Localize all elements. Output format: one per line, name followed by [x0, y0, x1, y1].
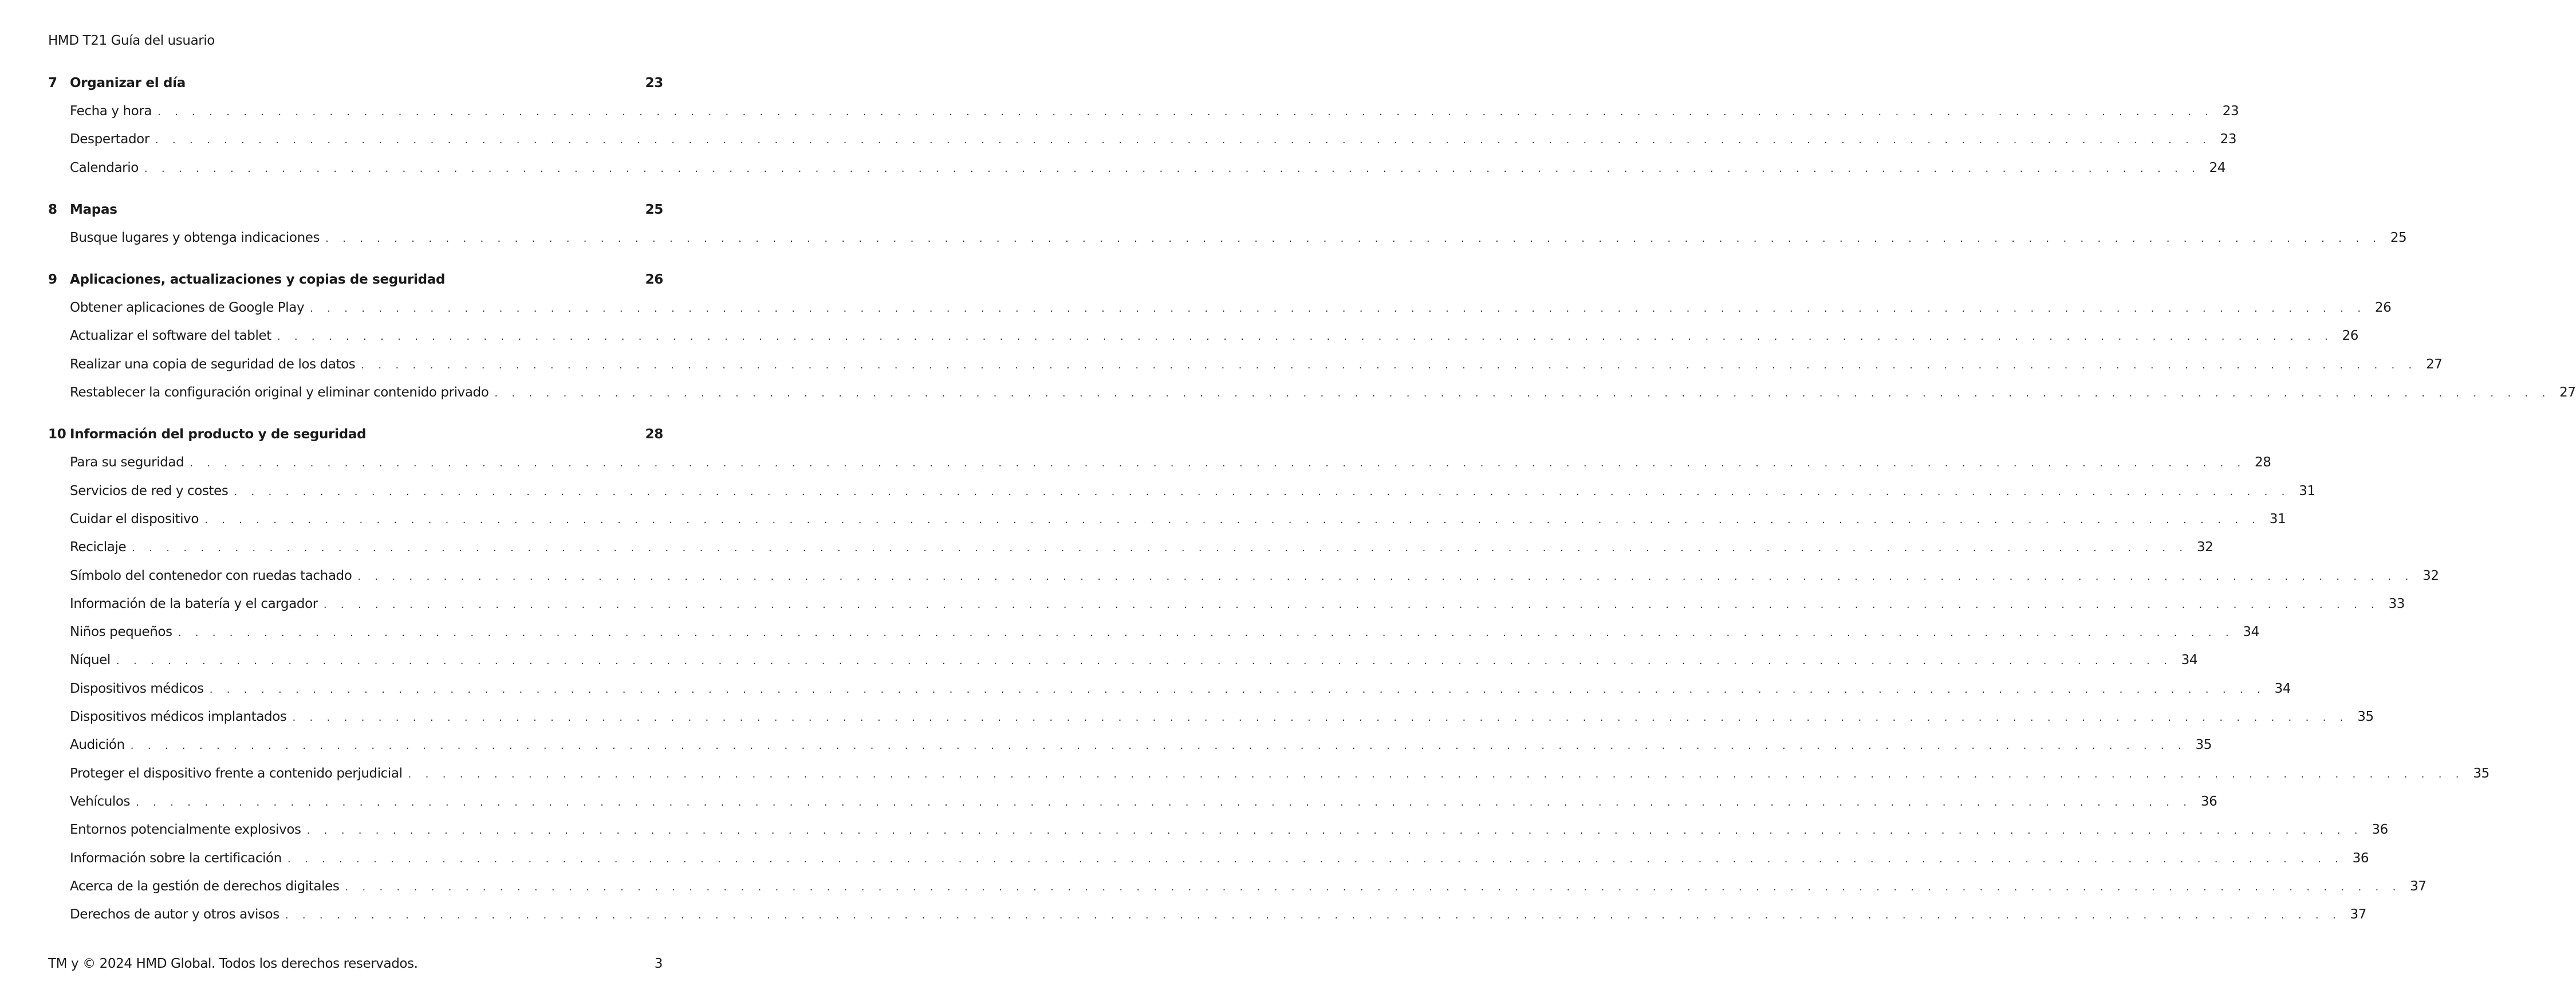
entry-title: Calendario [70, 160, 139, 175]
entry-page: 24 [2209, 160, 2226, 175]
toc-entry[interactable] [48, 160, 2226, 189]
dot-leader: . . . . . . . . . . . . . . . . . . . . . . . . . . . . . . . . . . . . . . . . . . . . . . . . . . . . . . . . . . . . . . . . . . . . . . . . . . . . . . . . . . . . . . . . . . . . . . . . . . . . . . . . . . . . . . . . . . . . . . . . [287, 853, 2344, 865]
chapter-number: 9 [48, 272, 57, 288]
toc-entry[interactable] [48, 328, 2359, 356]
dot-leader: . . . . . . . . . . . . . . . . . . . . . . . . . . . . . . . . . . . . . . . . . . . . . . . . . . . . . . . . . . . . . . . . . . . . . . . . . . . . . . . . . . . . . . . . . . . . . . . . . . . . . . . . . . . . . . . . . . . . . . . . [144, 162, 2201, 175]
dot-leader: . . . . . . . . . . . . . . . . . . . . . . . . . . . . . . . . . . . . . . . . . . . . . . . . . . . . . . . . . . . . . . . . . . . . . . . . . . . . . . . . . . . . . . . . . . . . . . . . . . . . . . . . . . . . . . . . . . . . . . . . [292, 712, 2349, 724]
toc-entry[interactable] [48, 737, 2212, 765]
dot-leader: . . . . . . . . . . . . . . . . . . . . . . . . . . . . . . . . . . . . . . . . . . . . . . . . . . . . . . . . . . . . . . . . . . . . . . . . . . . . . . . . . . . . . . . . . . . . . . . . . . . . . . . . . . . . . . . . . . . . . . . . [306, 825, 2363, 837]
entry-page: 26 [2342, 328, 2359, 344]
dot-leader: . . . . . . . . . . . . . . . . . . . . . . . . . . . . . . . . . . . . . . . . . . . . . . . . . . . . . . . . . . . . . . . . . . . . . . . . . . . . . . . . . . . . . . . . . . . . . . . . . . . . . . . . . . . . . . . . . . . . . . . . [277, 331, 2334, 343]
entry-page: 33 [2388, 596, 2405, 611]
entry-title: Entornos potencialmente explosivos [70, 822, 301, 838]
entry-page: 35 [2473, 765, 2490, 781]
entry-title: Para su seguridad [70, 455, 184, 470]
toc-entry[interactable] [48, 878, 2427, 907]
entry-title: Dispositivos médicos [70, 681, 204, 696]
toc-entry[interactable] [48, 568, 2439, 596]
entry-title: Busque lugares y obtenga indicaciones [70, 230, 320, 245]
entry-title: Obtener aplicaciones de Google Play [70, 300, 305, 316]
chapter-number: 7 [48, 76, 57, 91]
table-of-contents [48, 76, 2576, 935]
chapter-spacer [48, 258, 663, 272]
dot-leader: . . . . . . . . . . . . . . . . . . . . . . . . . . . . . . . . . . . . . . . . . . . . . . . . . . . . . . . . . . . . . . . . . . . . . . . . . . . . . . . . . . . . . . . . . . . . . . . . . . . . . . . . . . . . . . . . . . . . . . . . [310, 303, 2366, 315]
entry-title: Símbolo del contenedor con ruedas tachado [70, 568, 352, 583]
entry-page: 36 [2200, 794, 2217, 809]
chapter-title: Mapas [70, 202, 117, 217]
dot-leader: . . . . . . . . . . . . . . . . . . . . . . . . . . . . . . . . . . . . . . . . . . . . . . . . . . . . . . . . . . . . . . . . . . . . . . . . . . . . . . . . . . . . . . . . . . . . . . . . . . . . . . . . . . . . . . . . . . . . . . . . [357, 570, 2414, 583]
toc-entry[interactable] [48, 765, 2490, 794]
entry-page: 34 [2243, 625, 2259, 640]
toc-chapter[interactable] [48, 202, 663, 230]
page-footer [48, 956, 663, 971]
chapter-page: 26 [645, 272, 663, 288]
document-header: HMD T21 Guía del usuario [48, 33, 215, 48]
entry-title: Acerca de la gestión de derechos digitales [70, 878, 340, 894]
entry-title: Reciclaje [70, 540, 127, 555]
dot-leader: . . . . . . . . . . . . . . . . . . . . . . . . . . . . . . . . . . . . . . . . . . . . . . . . . . . . . . . . . . . . . . . . . . . . . . . . . . . . . . . . . . . . . . . . . . . . . . . . . . . . . . . . . . . . . . . . . . . . . . . . [285, 909, 2341, 922]
toc-entry[interactable] [48, 540, 2213, 568]
entry-page: 26 [2374, 300, 2392, 316]
entry-title: Realizar una copia de seguridad de los datos [70, 356, 356, 372]
entry-page: 37 [2350, 907, 2366, 922]
dot-leader: . . . . . . . . . . . . . . . . . . . . . . . . . . . . . . . . . . . . . . . . . . . . . . . . . . . . . . . . . . . . . . . . . . . . . . . . . . . . . . . . . . . . . . . . . . . . . . . . . . . . . . . . . . . . . . . . . . . . . . . . [157, 106, 2214, 118]
toc-entry[interactable] [48, 385, 2576, 413]
dot-leader: . . . . . . . . . . . . . . . . . . . . . . . . . . . . . . . . . . . . . . . . . . . . . . . . . . . . . . . . . . . . . . . . . . . . . . . . . . . . . . . . . . . . . . . . . . . . . . . . . . . . . . . . . . . . . . . . . . . . . . . . [136, 796, 2192, 808]
toc-entry[interactable] [48, 483, 2315, 512]
dot-leader: . . . . . . . . . . . . . . . . . . . . . . . . . . . . . . . . . . . . . . . . . . . . . . . . . . . . . . . . . . . . . . . . . . . . . . . . . . . . . . . . . . . . . . . . . . . . . . . . . . . . . . . . . . . . . . . . . . . . . . . . [132, 542, 2188, 555]
toc-chapter[interactable] [48, 272, 663, 300]
dot-leader: . . . . . . . . . . . . . . . . . . . . . . . . . . . . . . . . . . . . . . . . . . . . . . . . . . . . . . . . . . . . . . . . . . . . . . . . . . . . . . . . . . . . . . . . . . . . . . . . . . . . . . . . . . . . . . . . . . . . . . . . [345, 881, 2401, 893]
entry-page: 35 [2357, 709, 2374, 725]
entry-title: Despertador [70, 132, 149, 147]
entry-title: Niños pequeños [70, 625, 172, 640]
toc-entry[interactable] [48, 709, 2374, 737]
chapter-spacer [48, 413, 663, 427]
chapter-page: 23 [645, 76, 663, 91]
toc-chapter[interactable] [48, 76, 663, 104]
toc-entry[interactable] [48, 907, 2366, 935]
dot-leader: . . . . . . . . . . . . . . . . . . . . . . . . . . . . . . . . . . . . . . . . . . . . . . . . . . . . . . . . . . . . . . . . . . . . . . . . . . . . . . . . . . . . . . . . . . . . . . . . . . . . . . . . . . . . . . . . . . . . . . . . [178, 627, 2234, 639]
dot-leader: . . . . . . . . . . . . . . . . . . . . . . . . . . . . . . . . . . . . . . . . . . . . . . . . . . . . . . . . . . . . . . . . . . . . . . . . . . . . . . . . . . . . . . . . . . . . . . . . . . . . . . . . . . . . . . . . . . . . . . . . [494, 387, 2551, 400]
entry-title: Audición [70, 737, 125, 753]
toc-entry[interactable] [48, 511, 2286, 540]
entry-page: 23 [2222, 104, 2239, 119]
toc-entry[interactable] [48, 625, 2259, 653]
dot-leader: . . . . . . . . . . . . . . . . . . . . . . . . . . . . . . . . . . . . . . . . . . . . . . . . . . . . . . . . . . . . . . . . . . . . . . . . . . . . . . . . . . . . . . . . . . . . . . . . . . . . . . . . . . . . . . . . . . . . . . . . [361, 359, 2417, 371]
entry-page: 25 [2390, 230, 2407, 245]
dot-leader: . . . . . . . . . . . . . . . . . . . . . . . . . . . . . . . . . . . . . . . . . . . . . . . . . . . . . . . . . . . . . . . . . . . . . . . . . . . . . . . . . . . . . . . . . . . . . . . . . . . . . . . . . . . . . . . . . . . . . . . . [325, 232, 2382, 245]
entry-title: Actualizar el software del tablet [70, 328, 271, 344]
entry-page: 31 [2269, 511, 2286, 527]
dot-leader: . . . . . . . . . . . . . . . . . . . . . . . . . . . . . . . . . . . . . . . . . . . . . . . . . . . . . . . . . . . . . . . . . . . . . . . . . . . . . . . . . . . . . . . . . . . . . . . . . . . . . . . . . . . . . . . . . . . . . . . . [209, 683, 2266, 696]
chapter-number: 8 [48, 202, 57, 217]
entry-title: Vehículos [70, 794, 131, 809]
dot-leader: . . . . . . . . . . . . . . . . . . . . . . . . . . . . . . . . . . . . . . . . . . . . . . . . . . . . . . . . . . . . . . . . . . . . . . . . . . . . . . . . . . . . . . . . . . . . . . . . . . . . . . . . . . . . . . . . . . . . . . . . [408, 768, 2464, 780]
toc-entry[interactable] [48, 230, 2407, 258]
dot-leader: . . . . . . . . . . . . . . . . . . . . . . . . . . . . . . . . . . . . . . . . . . . . . . . . . . . . . . . . . . . . . . . . . . . . . . . . . . . . . . . . . . . . . . . . . . . . . . . . . . . . . . . . . . . . . . . . . . . . . . . . [234, 485, 2290, 498]
entry-page: 34 [2274, 681, 2291, 696]
copyright-notice: TM y © 2024 HMD Global. Todos los derechos reservados. [48, 956, 418, 971]
entry-title: Derechos de autor y otros avisos [70, 907, 279, 922]
entry-title: Restablecer la configuración original y eliminar contenido privado [70, 385, 489, 401]
entry-title: Níquel [70, 653, 111, 668]
entry-page: 32 [2196, 540, 2213, 555]
entry-title: Información de la batería y el cargador [70, 596, 318, 611]
entry-page: 31 [2299, 483, 2315, 498]
toc-chapter[interactable] [48, 427, 663, 455]
toc-entry[interactable] [48, 653, 2198, 681]
dot-leader: . . . . . . . . . . . . . . . . . . . . . . . . . . . . . . . . . . . . . . . . . . . . . . . . . . . . . . . . . . . . . . . . . . . . . . . . . . . . . . . . . . . . . . . . . . . . . . . . . . . . . . . . . . . . . . . . . . . . . . . . [116, 655, 2173, 668]
page-number: 3 [654, 956, 663, 971]
chapter-title: Organizar el día [70, 76, 186, 91]
entry-page: 36 [2372, 822, 2388, 838]
entry-page: 27 [2426, 356, 2443, 372]
toc-entry[interactable] [48, 794, 2217, 822]
dot-leader: . . . . . . . . . . . . . . . . . . . . . . . . . . . . . . . . . . . . . . . . . . . . . . . . . . . . . . . . . . . . . . . . . . . . . . . . . . . . . . . . . . . . . . . . . . . . . . . . . . . . . . . . . . . . . . . . . . . . . . . . [323, 598, 2380, 611]
chapter-title: Información del producto y de seguridad [70, 427, 367, 442]
entry-page: 34 [2181, 653, 2198, 668]
entry-title: Información sobre la certificación [70, 850, 282, 866]
dot-leader: . . . . . . . . . . . . . . . . . . . . . . . . . . . . . . . . . . . . . . . . . . . . . . . . . . . . . . . . . . . . . . . . . . . . . . . . . . . . . . . . . . . . . . . . . . . . . . . . . . . . . . . . . . . . . . . . . . . . . . . . [204, 513, 2261, 526]
toc-entry[interactable] [48, 300, 2392, 328]
entry-page: 28 [2255, 455, 2271, 470]
entry-page: 35 [2195, 737, 2212, 753]
entry-title: Cuidar el dispositivo [70, 511, 199, 527]
toc-entry[interactable] [48, 104, 2239, 132]
toc-entry[interactable] [48, 822, 2388, 850]
toc-entry[interactable] [48, 132, 2237, 160]
entry-title: Servicios de red y costes [70, 483, 229, 498]
entry-page: 32 [2423, 568, 2439, 583]
dot-leader: . . . . . . . . . . . . . . . . . . . . . . . . . . . . . . . . . . . . . . . . . . . . . . . . . . . . . . . . . . . . . . . . . . . . . . . . . . . . . . . . . . . . . . . . . . . . . . . . . . . . . . . . . . . . . . . . . . . . . . . . [155, 134, 2212, 147]
dot-leader: . . . . . . . . . . . . . . . . . . . . . . . . . . . . . . . . . . . . . . . . . . . . . . . . . . . . . . . . . . . . . . . . . . . . . . . . . . . . . . . . . . . . . . . . . . . . . . . . . . . . . . . . . . . . . . . . . . . . . . . . [190, 457, 2246, 470]
toc-entry[interactable] [48, 681, 2291, 709]
entry-page: 27 [2559, 385, 2576, 401]
entry-title: Dispositivos médicos implantados [70, 709, 287, 725]
entry-title: Proteger el dispositivo frente a contenido perjudicial [70, 765, 403, 781]
dot-leader: . . . . . . . . . . . . . . . . . . . . . . . . . . . . . . . . . . . . . . . . . . . . . . . . . . . . . . . . . . . . . . . . . . . . . . . . . . . . . . . . . . . . . . . . . . . . . . . . . . . . . . . . . . . . . . . . . . . . . . . . [130, 740, 2187, 752]
chapter-page: 28 [645, 427, 663, 442]
chapter-title: Aplicaciones, actualizaciones y copias de seguridad [70, 272, 446, 288]
toc-entry[interactable] [48, 850, 2369, 879]
toc-entry[interactable] [48, 455, 2271, 483]
chapter-spacer [48, 189, 663, 202]
chapter-number: 10 [48, 427, 66, 442]
entry-title: Fecha y hora [70, 104, 152, 119]
toc-entry[interactable] [48, 356, 2443, 385]
entry-page: 23 [2220, 132, 2237, 147]
entry-page: 36 [2352, 850, 2369, 866]
entry-page: 37 [2410, 878, 2427, 894]
chapter-page: 25 [645, 202, 663, 217]
toc-entry[interactable] [48, 596, 2405, 625]
